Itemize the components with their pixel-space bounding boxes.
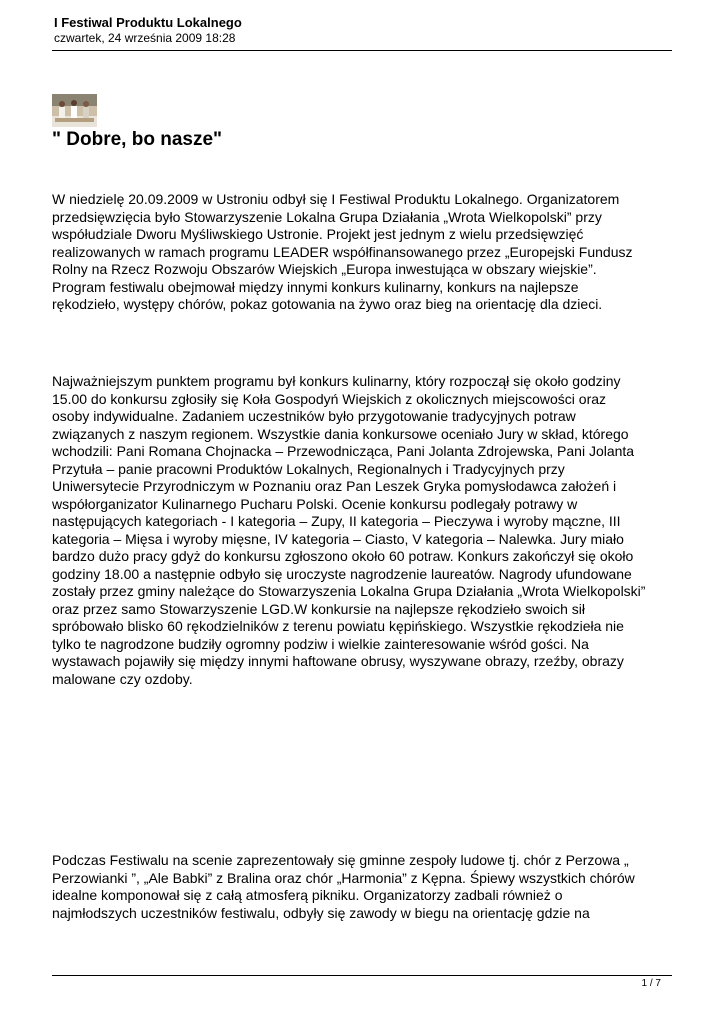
text-line: kategoria – Mięsa i wyroby mięsne, IV kategoria – Ciasto, V kategoria – Nalewka. Jury miało [52, 530, 624, 547]
text-line: Perzowianki ”, „Ale Babki” z Bralina oraz chór „Harmonia” z Kępna. Śpiewy wszystkich chórów [52, 869, 635, 886]
text-line: następujących kategoriach - I kategoria – Zupy, II kategoria – Pieczywa i wyroby mączne, III [52, 513, 621, 529]
text-line: współorganizator Kulinarnego Pucharu Polski. Ocenie konkursu podlegały potrawy w [52, 495, 578, 512]
text-line: spróbowało blisko 60 rękodzielników z terenu powiatu kępińskiego. Wszystkie rękodzieła nie [52, 618, 624, 634]
text-line: zostały przez gminy należące do Stowarzyszenia Lokalna Grupa Działania „Wrota Wielkopolski” [52, 583, 646, 599]
text-line: wchodzili: Pani Romana Chojnacka – Przewodnicząca, Pani Jolanta Zdrojewska, Pani Jolanta [52, 443, 635, 459]
article-headline: " Dobre, bo nasze" [52, 129, 223, 150]
text-line: bardzo dużo pracy gdyż do konkursu zgłoszono około 60 potraw. Konkurs zakończył się około [52, 548, 634, 564]
text-line: Przytuła – panie pracowni Produktów Lokalnych, Regionalnych i Tradycyjnych przy [52, 460, 565, 477]
text-line: W niedzielę 20.09.2009 w Ustroniu odbył się I Festiwal Produktu Lokalnego. Organizatorem [52, 191, 620, 207]
text-line: oraz przez samo Stowarzyszenie LGD.W konkursie na najlepsze rękodzieło swoich sił [52, 600, 585, 617]
text-line: 15.00 do konkursu zgłosiły się Koła Gospodyń Wiejskich z okolicznych miejscowości oraz [52, 390, 607, 407]
text-line: wystawach pojawiły się między innymi haftowane obrusy, wyszywane obrazy, rzeźby, obrazy [52, 653, 624, 669]
header-date: czwartek, 24 września 2009 18:28 [54, 31, 236, 45]
text-line: Najważniejszym punktem programu był konkurs kulinarny, który rozpoczął się około godziny [52, 373, 621, 389]
text-line: współudziale Dworu Myśliwskiego Ustronie. Projekt jest jednym z wielu przedsięwzięć [52, 226, 584, 242]
article-paragraph-1 [52, 191, 680, 314]
text-line: Podczas Festiwalu na scenie zaprezentowały się gminne zespoły ludowe tj. chór z Perzowa „ [52, 852, 629, 868]
article-paragraph-3 [52, 852, 680, 922]
footer-divider [52, 975, 672, 976]
page-number: 1 / 7 [641, 978, 661, 989]
article-thumbnail-image [52, 94, 97, 127]
text-line: malowane czy ozdoby. [52, 670, 193, 687]
text-line: osoby indywidualne. Zadaniem uczestników było przygotowanie tradycyjnych potraw [52, 408, 576, 424]
text-line: związanych z naszym regionem. Wszystkie dania konkursowe oceniało Jury w skład, którego [52, 425, 629, 442]
text-line: godziny 18.00 a następnie odbyło się uroczyste nagrodzenie laureatów. Nagrody ufundowane [52, 565, 632, 582]
text-line: przedsięwzięcia było Stowarzyszenie Lokalna Grupa Działania „Wrota Wielkopolski” przy [52, 208, 602, 225]
article-paragraph-2 [52, 373, 680, 688]
text-line: rękodzieło, występy chórów, pokaz gotowania na żywo oraz bieg na orientację dla dzieci. [52, 296, 603, 312]
text-line: Program festiwalu obejmował między innymi konkurs kulinarny, konkurs na najlepsze [52, 278, 579, 295]
text-line: Rolny na Rzecz Rozwoju Obszarów Wiejskich „Europa inwestująca w obszary wiejskie”. [52, 261, 597, 277]
text-line: Uniwersytecie Przyrodniczym w Poznaniu oraz Pan Leszek Gryka pomysłodawca założeń i [52, 478, 617, 494]
text-line: idealne komponował się z całą atmosferą pikniku. Organizatorzy zadbali również o [52, 887, 563, 903]
text-line: najmłodszych uczestników festiwalu, odbyły się zawody w biegu na orientację gdzie na [52, 904, 590, 921]
text-line: tylko te nagrodzone budziły ogromny podziw i wielkie zainteresowanie wśród gości. Na [52, 635, 589, 652]
text-line: realizowanych w ramach programu LEADER współfinansowanego przez „Europejski Fundusz [52, 243, 633, 260]
header-divider [52, 50, 672, 51]
article-photo-icon [52, 94, 97, 127]
header-title: I Festiwal Produktu Lokalnego [54, 15, 242, 30]
